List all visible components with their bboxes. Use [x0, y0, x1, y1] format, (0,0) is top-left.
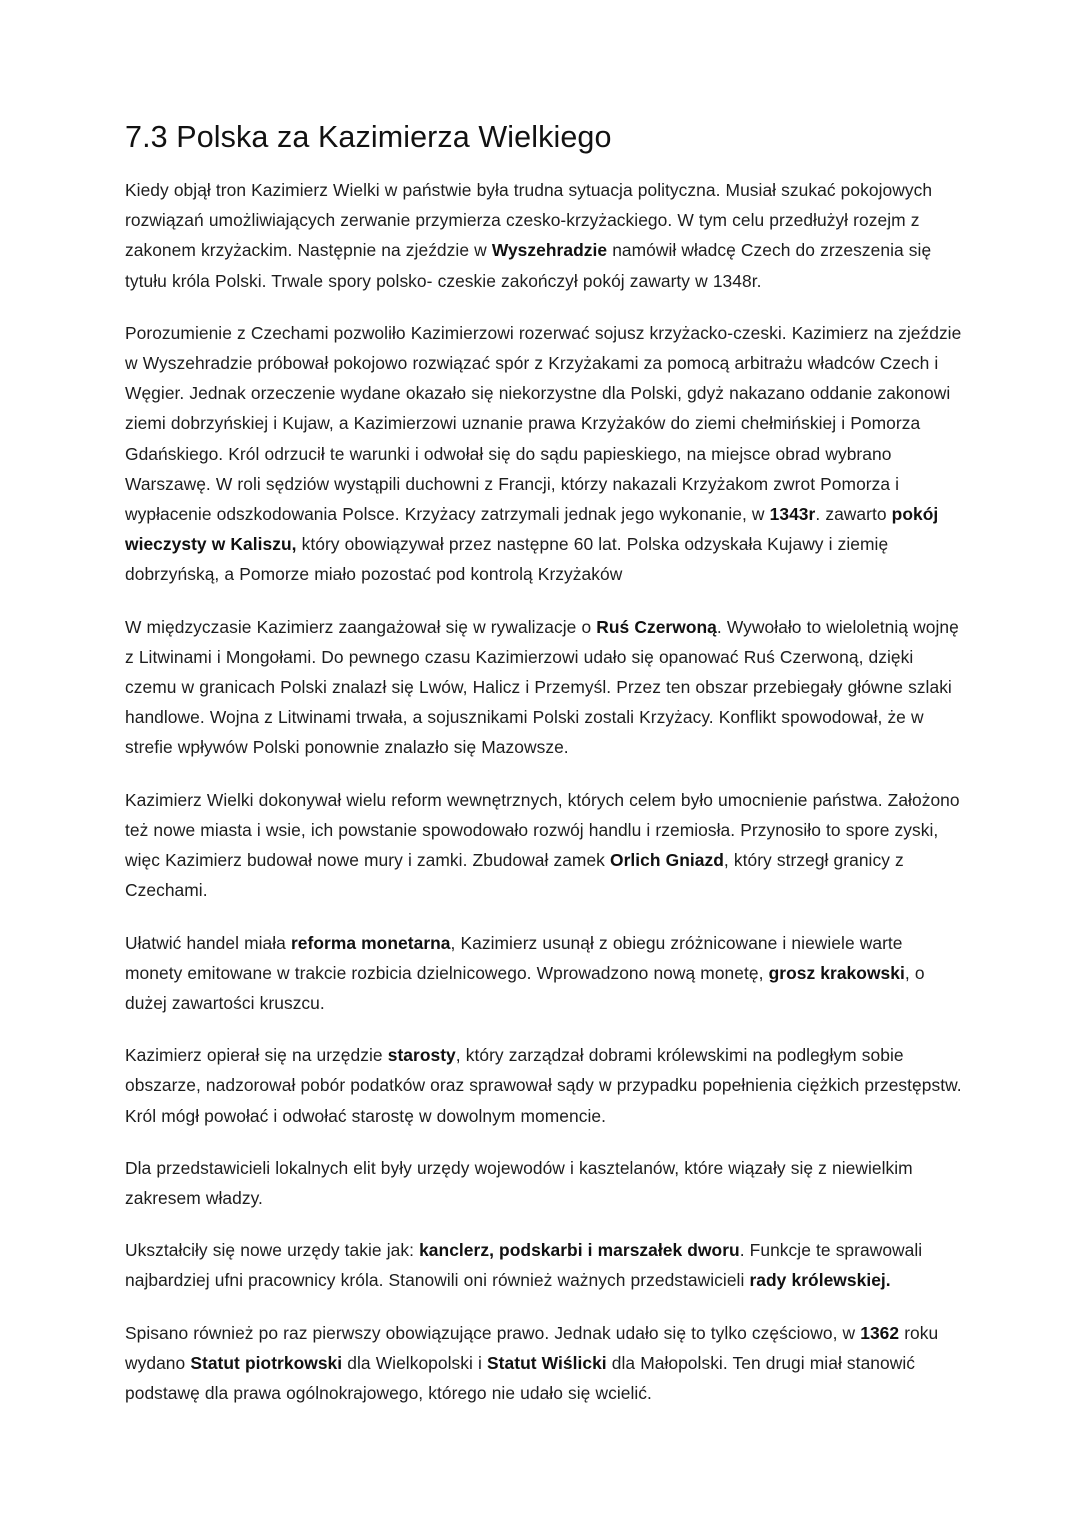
emphasis-term: 1343r	[769, 504, 816, 525]
text-run: , Kazimierz usunął z obiegu zróżnicowane i niewiele warte monety emitowane w trakcie rozbicia dzielnicowego. Wprowadzono nową monetę,	[125, 932, 903, 983]
emphasis-term: Orlich Gniazd	[610, 850, 724, 871]
text-run: Dla przedstawicieli lokalnych elit były urzędy wojewodów i kasztelanów, które wiązały się z niewielkim zakresem władzy.	[125, 1157, 913, 1208]
paragraph	[125, 1235, 963, 1295]
paragraph	[125, 1153, 963, 1213]
paragraph	[125, 785, 963, 906]
emphasis-term: Statut Wiślicki	[487, 1352, 607, 1373]
emphasis-term: Statut piotrkowski	[190, 1352, 343, 1373]
text-run: Porozumienie z Czechami pozwoliło Kazimierzowi rozerwać sojusz krzyżacko-czeski. Kazimierz na zjeździe w Wyszehradzie próbował pokojowo rozwiązać spór z Krzyżakami za pomocą arbitrażu władców Czech i Węgier. Jednak orzeczenie wydane okazało się niekorzystne dla Polski, gdyż nakazano oddanie zakonowi ziemi dobrzyńskiej i Kujaw, a Kazimierzowi uznanie prawa Krzyżaków do ziemi chełmińskiej i Pomorza Gdańskiego. Król odrzucił te warunki i odwołał się do sądu papieskiego, na miejsce obrad wybrano Warszawę. W roli sędziów wystąpili duchowni z Francji, którzy nakazali Krzyżakom zwrot Pomorza i wypłacenie odszkodowania Polsce. Krzyżacy zatrzymali jednak jego wykonanie, w	[125, 322, 962, 525]
text-run: Ukształciły się nowe urzędy takie jak:	[125, 1240, 420, 1261]
text-run: . Wywołało to wieloletnią wojnę z Litwinami i Mongołami. Do pewnego czasu Kazimierzowi udało się opanować Ruś Czerwoną, dzięki czemu w granicach Polski znalazł się Lwów, Halicz i Przemyśl. Przez ten obszar przebiegały główne szlaki handlowe. Wojna z Litwinami trwała, a sojusznikami Polski zostali Krzyżacy. Konflikt spowodował, że w strefie wpływów Polski ponownie znalazło się Mazowsze.	[125, 616, 959, 758]
emphasis-term: grosz krakowski	[768, 962, 905, 983]
text-run: dla Wielkopolski i	[342, 1352, 488, 1373]
text-run: Ułatwić handel miała	[125, 932, 291, 953]
text-run: , który strzegł granicy z Czechami.	[125, 850, 904, 901]
paragraph	[125, 175, 963, 296]
paragraph	[125, 318, 963, 590]
emphasis-term: kanclerz, podskarbi i marszałek dworu	[419, 1240, 740, 1261]
text-run: który obowiązywał przez następne 60 lat. Polska odzyskała Kujawy i ziemię dobrzyńską, a Pomorze miało pozostać pod kontrolą Krzyżaków	[125, 534, 889, 585]
text-run: . zawarto	[815, 504, 892, 525]
emphasis-term: reforma monetarna	[290, 932, 451, 953]
document-body	[125, 118, 963, 1408]
text-run: W międzyczasie Kazimierz zaangażował się w rywalizacje o	[125, 616, 597, 637]
paragraph	[125, 928, 963, 1019]
text-run: Spisano również po raz pierwszy obowiązujące prawo. Jednak udało się to tylko częściowo, w	[125, 1322, 861, 1343]
emphasis-term: pokój wieczysty w Kaliszu,	[125, 504, 939, 555]
text-run: , który zarządzał dobrami królewskimi na podległym sobie obszarze, nadzorował pobór podatków oraz sprawował sądy w przypadku popełnienia ciężkich przestępstw. Król mógł powołać i odwołać starostę w dowolnym momencie.	[125, 1045, 962, 1126]
emphasis-term: starosty	[387, 1045, 456, 1066]
paragraph	[125, 1318, 963, 1409]
text-run: dla Małopolski. Ten drugi miał stanowić podstawę dla prawa ogólnokrajowego, którego nie udało się wcielić.	[125, 1352, 915, 1403]
text-run: Kiedy objął tron Kazimierz Wielki w państwie była trudna sytuacja polityczna. Musiał szukać pokojowych rozwiązań umożliwiających zerwanie przymierza czesko-krzyżackiego. W tym celu przedłużył rozejm z zakonem krzyżackim. Następnie na zjeździe w	[125, 180, 933, 261]
emphasis-term: 1362	[860, 1322, 900, 1343]
emphasis-term: rady królewskiej.	[749, 1270, 891, 1291]
paragraph-list	[125, 175, 963, 1408]
paragraph	[125, 612, 963, 763]
text-run: namówił władcę Czech do zrzeszenia się tytułu króla Polski. Trwale spory polsko- czeskie zakończył pokój zawarty w 1348r.	[125, 240, 932, 291]
text-run: , o dużej zawartości kruszcu.	[125, 962, 925, 1013]
text-run: . Funkcje te sprawowali najbardziej ufni pracownicy króla. Stanowili oni również ważnych przedstawicieli	[125, 1240, 923, 1291]
page-title: 7.3 Polska za Kazimierza Wielkiego	[125, 120, 612, 154]
emphasis-term: Ruś Czerwoną	[596, 616, 717, 637]
paragraph	[125, 1040, 963, 1131]
text-run: roku wydano	[125, 1322, 939, 1373]
text-run: Kazimierz opierał się na urzędzie	[125, 1045, 388, 1066]
emphasis-term: Wyszehradzie	[491, 240, 608, 261]
text-run: Kazimierz Wielki dokonywał wielu reform wewnętrznych, których celem było umocnienie państwa. Założono też nowe miasta i wsie, ich powstanie spowodowało rozwój handlu i rzemiosła. Przynosiło to spore zyski, więc Kazimierz budował nowe mury i zamki. Zbudował zamek	[125, 789, 960, 871]
